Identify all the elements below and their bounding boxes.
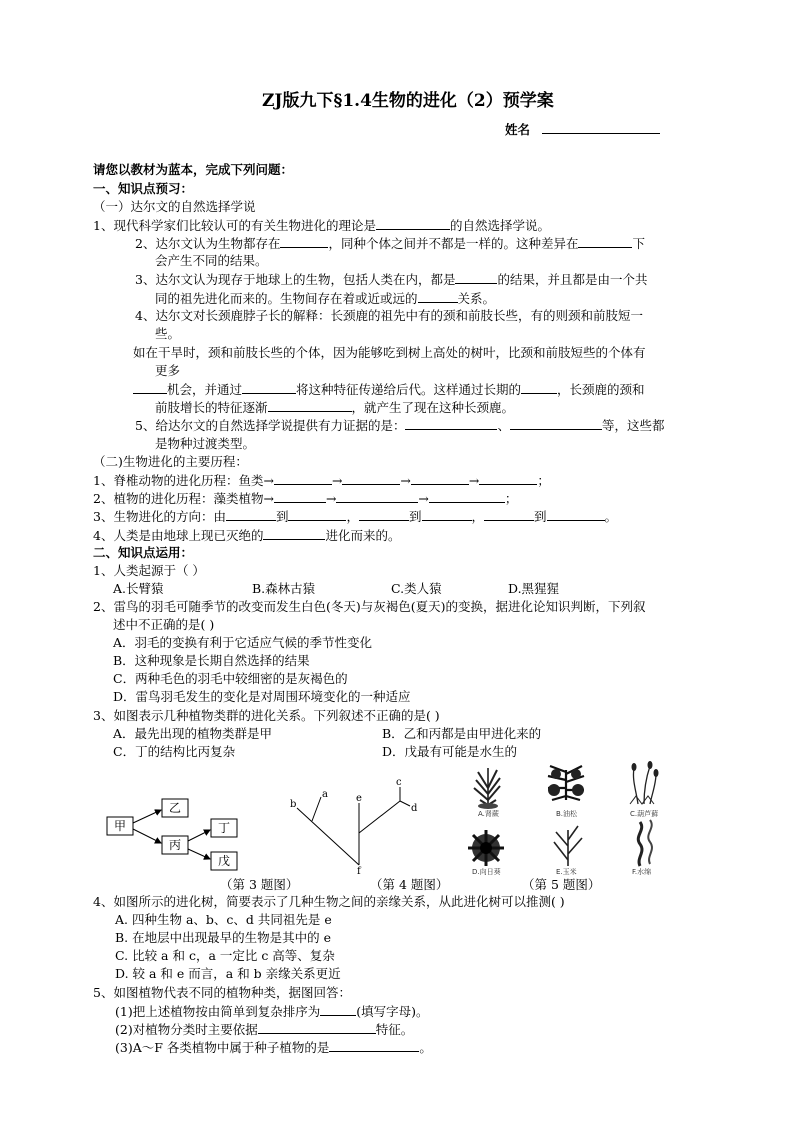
plant-label-e: E.玉米	[556, 868, 577, 876]
practice-question-2-cont: 述中不正确的是( )	[113, 617, 215, 632]
arrow: →	[325, 491, 337, 506]
subsection-heading-2: （二)生物进化的主要历程：	[93, 454, 248, 469]
question-1-3	[135, 270, 647, 289]
answer-blank[interactable]	[274, 471, 332, 485]
pine-icon	[546, 766, 586, 802]
arrow: →	[418, 491, 429, 506]
option-c[interactable]: C．两种毛色的羽毛中较细密的是灰褐色的	[113, 671, 348, 686]
intro-text: 请您以教材为蓝本，完成下列问题：	[93, 162, 294, 177]
option-c[interactable]: C. 比较 a 和 c，a 一定比 c 高等、复杂	[115, 948, 335, 963]
question-1-2-cont: 会产生不同的结果。	[155, 253, 268, 268]
plant-label-a: A.肾蕨	[478, 810, 499, 818]
q-text: 的自然选择学说。	[449, 218, 550, 233]
q-text: 3、达尔文认为现存于地球上的生物，包括人类在内，都是	[135, 272, 456, 287]
question-2-2	[93, 489, 517, 508]
question-5-2	[115, 1020, 413, 1039]
node-bing: 丙	[168, 838, 182, 852]
section-heading-1: 一、知识点预习：	[93, 181, 194, 196]
q-text: 将这种特征传递给后代。这样通过长期的	[296, 382, 522, 397]
q-text: 机会，并通过	[167, 382, 243, 397]
tree-label-d: d	[411, 803, 418, 814]
practice-question-2: 2、雷鸟的羽毛可随季节的改变而发生白色(冬天)与灰褐色(夏天)的变换，据进化论知识判断，下列叙	[93, 599, 646, 614]
answer-blank[interactable]	[342, 471, 400, 485]
answer-blank[interactable]	[405, 416, 497, 430]
q-text: 到	[275, 509, 289, 524]
q-text: ，就产生了现在这种长颈鹿。	[351, 400, 515, 415]
q-text: 前肢增长的特征逐渐	[155, 400, 268, 415]
q-text: ，	[471, 509, 485, 524]
arrow: →	[331, 473, 343, 488]
name-label: 姓名	[505, 122, 531, 137]
answer-blank[interactable]	[479, 471, 537, 485]
figure-4-caption: （第 4 题图）	[370, 877, 449, 892]
question-1-5	[135, 416, 665, 435]
node-yi: 乙	[168, 801, 182, 815]
node-wu: 戊	[217, 854, 231, 868]
option-d[interactable]: D．雷鸟羽毛发生的变化是对周围环境变化的一种适应	[113, 689, 411, 704]
answer-blank[interactable]	[268, 398, 352, 412]
figure-5-caption: （第 5 题图）	[522, 877, 601, 892]
answer-blank[interactable]	[429, 489, 505, 503]
option-d[interactable]: D.黑猩猩	[508, 581, 560, 596]
option-b[interactable]: B．这种现象是长期自然选择的结果	[113, 653, 310, 668]
q-text: ；	[504, 491, 518, 506]
q-text: 同的祖先进化而来的。生物间存在着或近或远的	[155, 291, 418, 306]
corn-icon	[554, 826, 582, 866]
answer-blank[interactable]	[320, 1002, 356, 1016]
answer-blank[interactable]	[274, 489, 326, 503]
q-text: 进化而来的。	[325, 528, 401, 543]
question-1-4-line	[133, 380, 645, 399]
q-text: 1、现代科学家们比较认可的有关生物进化的理论是	[93, 218, 376, 233]
answer-blank[interactable]	[280, 234, 328, 248]
answer-blank[interactable]	[521, 380, 557, 394]
option-c[interactable]: C．丁的结构比丙复杂	[113, 744, 236, 759]
answer-blank[interactable]	[547, 507, 605, 521]
answer-blank[interactable]	[578, 234, 632, 248]
plant-label-d: D.向日葵	[472, 868, 501, 876]
fern-icon	[474, 768, 500, 809]
option-c[interactable]: C.类人猿	[391, 581, 442, 596]
algae-icon	[638, 820, 652, 866]
answer-blank[interactable]	[133, 380, 167, 394]
answer-blank[interactable]	[359, 507, 409, 521]
name-blank[interactable]	[542, 120, 660, 134]
option-b[interactable]: B.森林古猿	[252, 581, 316, 596]
q-text: (2)对植物分类时主要依据	[115, 1022, 258, 1037]
q-text: 。	[419, 1040, 432, 1055]
answer-blank[interactable]	[411, 471, 469, 485]
section-heading-2: 二、知识点运用：	[93, 545, 194, 560]
answer-blank[interactable]	[336, 489, 418, 503]
practice-question-3: 3、如图表示几种植物类群的进化关系。下列叙述不正确的是( )	[93, 708, 440, 723]
question-1-4-cont: 如在干旱时，颈和前肢长些的个体，因为能够吃到树上高处的树叶，比颈和前肢短些的个体有	[133, 345, 646, 360]
plant-label-b: B.油松	[556, 810, 578, 818]
question-1-4-end	[155, 398, 514, 417]
answer-blank[interactable]	[258, 1020, 376, 1034]
q-text: (1)把上述植物按由简单到复杂排序为	[115, 1004, 321, 1019]
question-1-2	[135, 234, 645, 253]
answer-blank[interactable]	[422, 507, 472, 521]
figure-3-diagram	[106, 797, 246, 877]
arrow: →	[400, 473, 411, 488]
question-1-5-cont: 是物种过渡类型。	[155, 436, 256, 451]
q-text: 到	[409, 509, 422, 524]
q-text: (填写字母)。	[356, 1004, 429, 1019]
question-5-1	[115, 1002, 428, 1021]
q-text: 5、给达尔文的自然选择学说提供有力证据的是：	[135, 418, 406, 433]
option-d[interactable]: D. 较 a 和 e 而言，a 和 b 亲缘关系更近	[115, 966, 341, 981]
answer-blank[interactable]	[455, 270, 497, 284]
question-1-1	[93, 216, 550, 235]
question-1-4-cont: 些。	[155, 326, 181, 341]
q-text: 下	[632, 236, 645, 251]
tree-label-f: f	[357, 866, 361, 875]
answer-blank[interactable]	[242, 380, 296, 394]
node-jia: 甲	[113, 819, 127, 833]
question-1-3-cont	[155, 289, 495, 308]
option-a[interactable]: A．最先出现的植物类群是甲	[113, 726, 273, 741]
q-text: 到	[534, 509, 547, 524]
q-text: 。	[604, 509, 618, 524]
answer-blank[interactable]	[418, 289, 458, 303]
q-text: 1、脊椎动物的进化历程：鱼类→	[93, 473, 274, 488]
q-text: 2、植物的进化历程：藻类植物→	[93, 491, 274, 506]
tree-label-b: b	[290, 799, 297, 810]
arrow: →	[468, 473, 480, 488]
practice-question-5: 5、如图植物代表不同的植物种类，据图回答：	[93, 985, 351, 1000]
sunflower-icon	[468, 830, 504, 866]
option-b[interactable]: B. 在地层中出现最早的生物是其中的 e	[115, 930, 332, 945]
answer-blank[interactable]	[288, 507, 346, 521]
q-text: ，长颈鹿的颈和	[557, 382, 645, 397]
q-text: ；	[537, 473, 550, 488]
figure-3-caption: （第 3 题图）	[220, 877, 299, 892]
option-b[interactable]: B．乙和丙都是由甲进化来的	[382, 726, 542, 741]
page-title: ZJ版九下§1.4生物的进化（2）预学案	[262, 91, 554, 111]
option-d[interactable]: D．戊最有可能是水生的	[382, 744, 518, 759]
answer-blank[interactable]	[484, 507, 534, 521]
q-text: 、	[497, 418, 510, 433]
q-text: 特征。	[375, 1022, 414, 1037]
q-text: ，同种个体之间并不都是一样的。这种差异在	[328, 236, 579, 251]
tree-label-a: a	[322, 789, 328, 800]
name-field[interactable]	[505, 120, 660, 139]
answer-blank[interactable]	[226, 507, 276, 521]
tree-label-c: c	[396, 777, 402, 788]
option-a[interactable]: A. 四种生物 a、b、c、d 共同祖先是 e	[115, 912, 332, 927]
q-text: 2、达尔文认为生物都存在	[135, 236, 281, 251]
q-text: ，	[346, 509, 359, 524]
plant-label-c: C.葫芦藓	[630, 810, 659, 818]
answer-blank[interactable]	[263, 526, 325, 540]
question-2-4	[93, 526, 400, 545]
tree-label-e: e	[356, 793, 362, 804]
q-text: 3、生物进化的方向：由	[93, 509, 226, 524]
practice-question-4: 4、如图所示的进化树，简要表示了几种生物之间的亲缘关系，从此进化树可以推测( )	[93, 894, 565, 909]
answer-blank[interactable]	[329, 1038, 419, 1052]
q-text: (3)A～F 各类植物中属于种子植物的是	[115, 1040, 330, 1055]
option-a[interactable]: A.长臂猿	[113, 581, 164, 596]
practice-question-1: 1、人类起源于（ ）	[93, 563, 205, 578]
node-ding: 丁	[217, 821, 231, 835]
answer-blank[interactable]	[510, 416, 602, 430]
q-text: 4、人类是由地球上现已灭绝的	[93, 528, 264, 543]
q-text: 的结果，并且都是由一个共	[497, 272, 648, 287]
question-2-1	[93, 471, 550, 490]
question-5-3	[115, 1038, 432, 1057]
plant-label-f: F.水绵	[632, 868, 652, 876]
q-text: 关系。	[457, 291, 496, 306]
option-a[interactable]: A．羽毛的变换有利于它适应气候的季节性变化	[113, 635, 373, 650]
question-1-4: 4、达尔文对长颈鹿脖子长的解释：长颈鹿的祖先中有的颈和前肢长些，有的则颈和前肢短一	[135, 308, 643, 323]
figure-4-tree	[285, 775, 425, 875]
question-2-3	[93, 507, 617, 526]
moss-icon	[630, 761, 659, 804]
answer-blank[interactable]	[376, 216, 450, 230]
question-1-4-cont: 更多	[155, 363, 181, 378]
subsection-heading-1: （一）达尔文的自然选择学说	[93, 199, 256, 214]
figure-5-plants	[460, 760, 675, 878]
q-text: 等，这些都	[601, 418, 665, 433]
